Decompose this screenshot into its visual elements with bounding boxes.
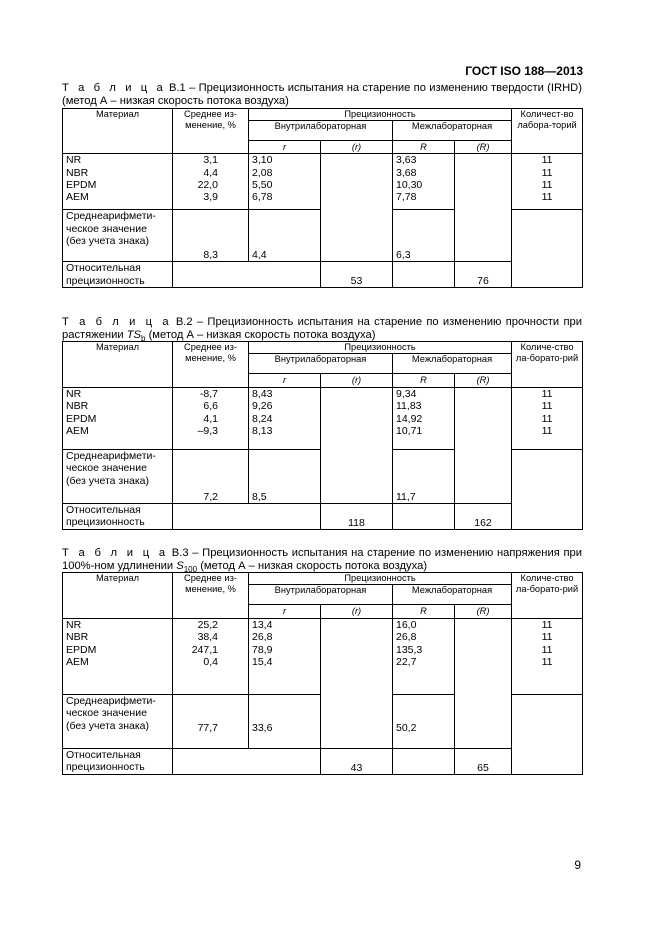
R-values-cell: 16,0 26,8 135,3 22,7 [393, 619, 455, 695]
R-rel-empty-cell [455, 619, 512, 749]
rel-r-cell: 118 [321, 504, 393, 530]
header-R-rel: (R) [455, 374, 512, 388]
avg-R-cell: 11,7 [393, 450, 455, 504]
avg-r-cell: 4,4 [249, 210, 321, 262]
labs-values-cell: 11 11 11 11 [512, 154, 583, 210]
header-labs: Количест-во лабора-торий [512, 109, 583, 154]
header-R: R [393, 605, 455, 619]
rel-empty-cell [173, 749, 321, 775]
materials-cell: NR NBR EPDM AEM [63, 154, 173, 210]
materials-cell: NR NBR EPDM AEM [63, 388, 173, 450]
labs-values-cell: 11 11 11 11 [512, 388, 583, 450]
document-header: ГОСТ ISO 188—2013 [465, 64, 583, 78]
header-material: Материал [63, 109, 173, 154]
rel-r-cell: 53 [321, 262, 393, 288]
header-mean-change: Среднее из-менение, % [173, 109, 249, 154]
header-R-rel: (R) [455, 605, 512, 619]
header-intralab: Внутрилабораторная [249, 354, 393, 374]
header-material: Материал [63, 342, 173, 388]
rel-empty-cell [173, 262, 321, 288]
header-r-rel: (r) [321, 374, 393, 388]
avg-r-cell: 33,6 [249, 695, 321, 749]
rel-label-cell: Относительная прецизионность [63, 504, 173, 530]
header-interlab: Межлабораторная [393, 121, 512, 141]
header-mean-change: Среднее из-менение, % [173, 342, 249, 388]
r-values-cell: 13,4 26,8 78,9 15,4 [249, 619, 321, 695]
header-precision: Прецизионность [249, 342, 512, 354]
avg-R-cell: 50,2 [393, 695, 455, 749]
rel-empty-cell-2 [393, 749, 455, 775]
header-r-rel: (r) [321, 605, 393, 619]
rel-R-cell: 162 [455, 504, 512, 530]
header-r-rel: (r) [321, 141, 393, 154]
header-labs: Количе-ство ла-борато-рий [512, 573, 583, 619]
R-rel-empty-cell [455, 388, 512, 504]
r-rel-empty-cell [321, 154, 393, 262]
mean-values-cell: 25,2 38,4 247,1 0,4 [173, 619, 249, 695]
mean-values-cell: -8,7 6,6 4,1 –9,3 [173, 388, 249, 450]
R-values-cell: 9,34 11,83 14,92 10,71 [393, 388, 455, 450]
page-number: 9 [574, 858, 581, 872]
avg-label-cell: Среднеарифмети-ческое значение (без учета знака) [63, 695, 173, 749]
table-b2-caption: Т а б л и ц а В.2 – Прецизионность испытания на старение по изменению прочности при растяжении $TS_b$ (метод А – низкая скорость потока воздуха) [62, 316, 582, 343]
rel-empty-cell-2 [393, 504, 455, 530]
header-mean-change: Среднее из-менение, % [173, 573, 249, 619]
labs-empty-cell [512, 695, 583, 775]
labs-empty-cell [512, 450, 583, 530]
rel-label-cell: Относительная прецизионность [63, 749, 173, 775]
table-b3-caption: Т а б л и ц а В.3 – Прецизионность испытания на старение по изменению напряжения при 100%-ном удлинении $S_{100}$ (метод А – низкая скорость потока воздуха) [62, 547, 582, 574]
r-values-cell: 8,43 9,26 8,24 8,13 [249, 388, 321, 450]
header-R: R [393, 141, 455, 154]
rel-R-cell: 65 [455, 749, 512, 775]
header-r: r [249, 374, 321, 388]
rel-r-cell: 43 [321, 749, 393, 775]
table-b1-caption: Т а б л и ц а В.1 – Прецизионность испытания на старение по изменению твердости (IRHD) (метод А – низкая скорость потока воздуха) [62, 82, 582, 107]
R-rel-empty-cell [455, 154, 512, 262]
table-b2 [62, 341, 583, 530]
avg-mean-cell: 7,2 [173, 450, 249, 504]
header-material: Материал [63, 573, 173, 619]
header-precision: Прецизионность [249, 573, 512, 585]
header-labs: Количе-ство ла-борато-рий [512, 342, 583, 388]
header-precision: Прецизионность [249, 109, 512, 121]
header-intralab: Внутрилабораторная [249, 585, 393, 605]
rel-label-cell: Относительная прецизионность [63, 262, 173, 288]
r-rel-empty-cell [321, 619, 393, 749]
table-b3 [62, 572, 583, 775]
R-values-cell: 3,63 3,68 10,30 7,78 [393, 154, 455, 210]
header-interlab: Межлабораторная [393, 585, 512, 605]
labs-empty-cell [512, 210, 583, 288]
header-r: r [249, 141, 321, 154]
rel-empty-cell-2 [393, 262, 455, 288]
header-intralab: Внутрилабораторная [249, 121, 393, 141]
avg-label-cell: Среднеарифмети-ческое значение (без учета знака) [63, 210, 173, 262]
avg-label-cell: Среднеарифмети-ческое значение (без учета знака) [63, 450, 173, 504]
header-r: r [249, 605, 321, 619]
r-rel-empty-cell [321, 388, 393, 504]
avg-r-cell: 8,5 [249, 450, 321, 504]
header-R: R [393, 374, 455, 388]
avg-mean-cell: 77,7 [173, 695, 249, 749]
header-R-rel: (R) [455, 141, 512, 154]
r-values-cell: 3,10 2,08 5,50 6,78 [249, 154, 321, 210]
header-interlab: Межлабораторная [393, 354, 512, 374]
table-b1 [62, 108, 583, 288]
rel-empty-cell [173, 504, 321, 530]
mean-values-cell: 3,1 4,4 22,0 3,9 [173, 154, 249, 210]
labs-values-cell: 11 11 11 11 [512, 619, 583, 695]
rel-R-cell: 76 [455, 262, 512, 288]
avg-R-cell: 6,3 [393, 210, 455, 262]
avg-mean-cell: 8,3 [173, 210, 249, 262]
materials-cell: NR NBR EPDM AEM [63, 619, 173, 695]
